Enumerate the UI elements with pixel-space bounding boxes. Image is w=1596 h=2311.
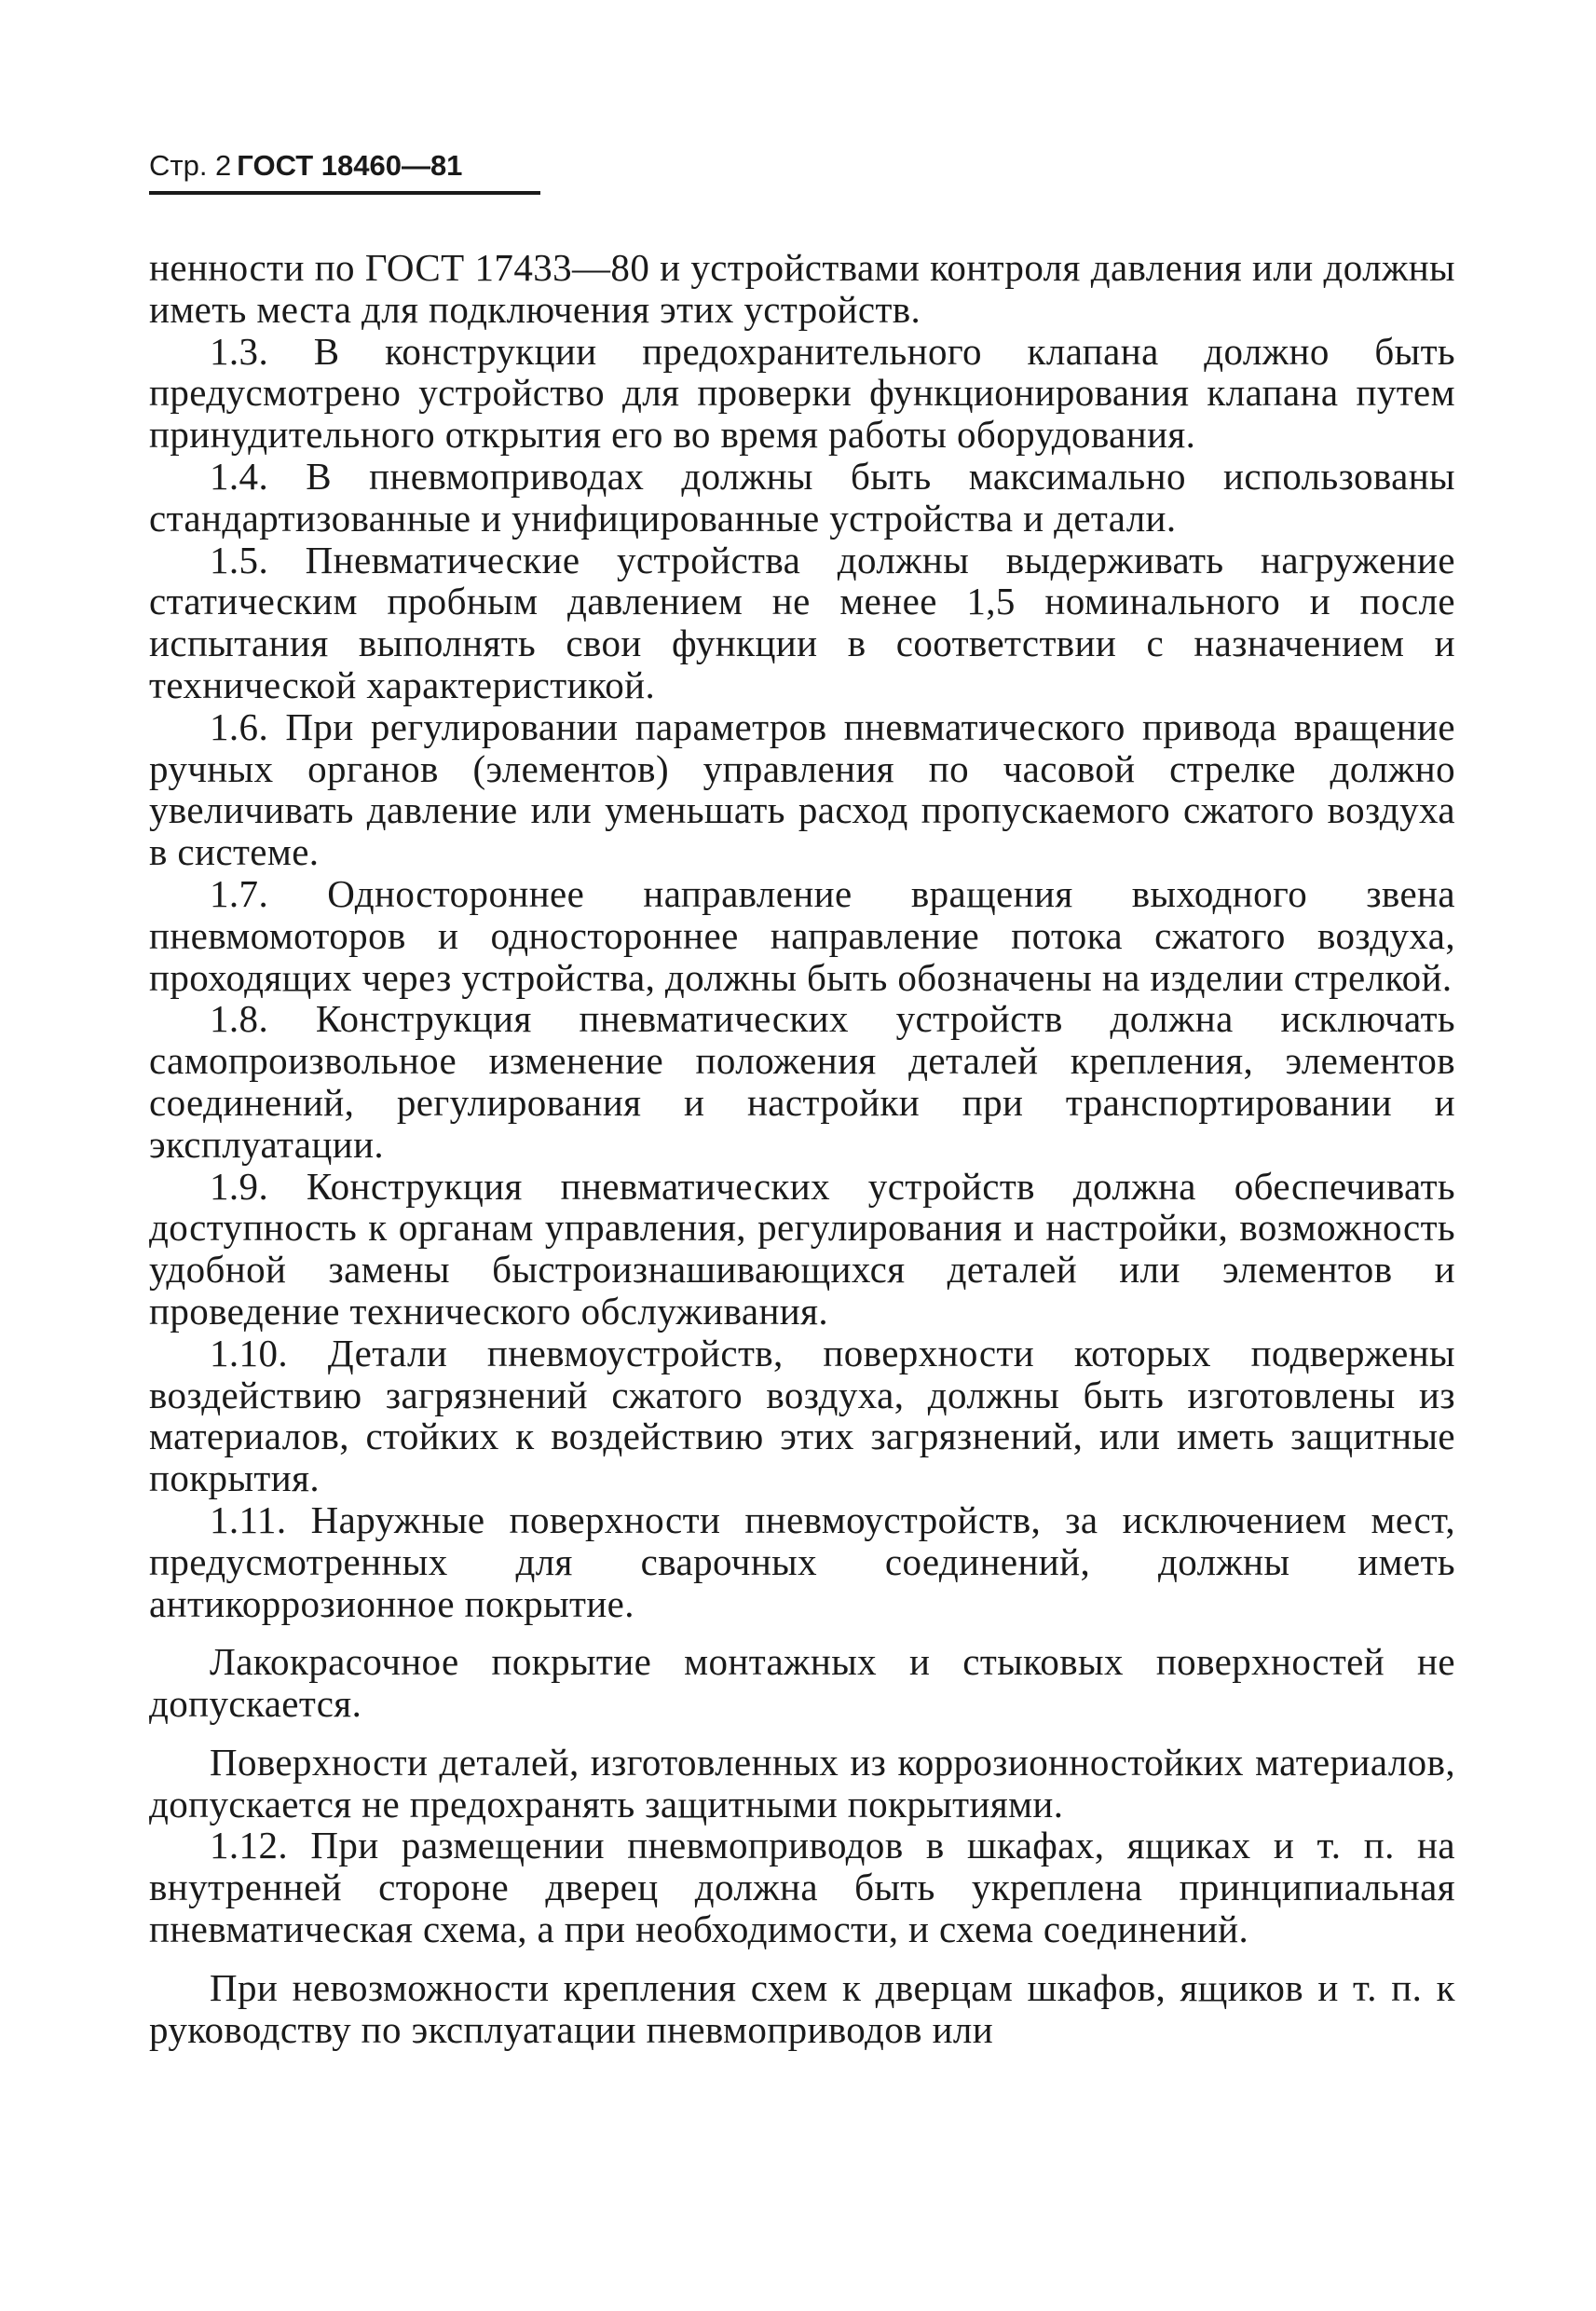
paragraph: 1.11. Наружные поверхности пневмоустройств, за исключением мест, предусмотренных для сварочных соединений, должны иметь антикоррозионное покрытие. — [149, 1497, 1455, 1625]
paragraph: 1.6. При регулировании параметров пневматического привода вращение ручных органов (элементов) управления по часовой стрелке должно увеличивать давление или уменьшать расход пропускаемого сжатого воздуха в системе. — [149, 704, 1455, 874]
paragraph: ненности по ГОСТ 17433—80 и устройствами контроля давления или должны иметь места для подключения этих устройств. — [149, 246, 1455, 331]
paragraph: При невозможности крепления схем к дверцам шкафов, ящиков и т. п. к руководству по эксплуатации пневмоприводов или — [149, 1965, 1455, 2051]
paragraph: 1.8. Конструкция пневматических устройств должна исключать самопроизвольное изменение положения деталей крепления, элементов соединений, регулирования и настройки при транспортировании и эксплуатации. — [149, 997, 1455, 1166]
paragraph: 1.4. В пневмоприводах должны быть максимально использованы стандартизованные и унифицированные устройства и детали. — [149, 454, 1455, 540]
paragraph: 1.5. Пневматические устройства должны выдерживать нагружение статическим пробным давлением не менее 1,5 номинального и после испытания выполнять свои функции в соответствии с назначением и технической характеристикой. — [149, 538, 1455, 706]
page-number: Стр. 2 — [149, 149, 232, 182]
paragraph: 1.12. При размещении пневмоприводов в шкафах, ящиках и т. п. на внутренней стороне дверец должна быть укреплена принципиальная пневматическая схема, а при необходимости, и схема соединений. — [149, 1824, 1455, 1951]
paragraph: 1.9. Конструкция пневматических устройств должна обеспечивать доступность к органам управления, регулирования и настройки, возможность удобной замены быстроизнашивающихся деталей или элементов и проведение технического обслуживания. — [149, 1164, 1455, 1333]
paragraph: Поверхности деталей, изготовленных из коррозионностойких материалов, допускается не предохранять защитными покрытиями. — [149, 1740, 1455, 1826]
paragraph: 1.7. Одностороннее направление вращения выходного звена пневмомоторов и одностороннее направление потока сжатого воздуха, проходящих через устройства, должны быть обозначены на изделии стрелкой. — [149, 871, 1455, 999]
page-header — [149, 147, 462, 185]
standard-designation: ГОСТ 18460—81 — [237, 149, 463, 182]
body-text — [149, 247, 1455, 2050]
paragraph: Лакокрасочное покрытие монтажных и стыковых поверхностей не допускается. — [149, 1640, 1455, 1726]
paragraph: 1.10. Детали пневмоустройств, поверхности которых подвержены воздействию загрязнений сжатого воздуха, должны быть изготовлены из материалов, стойких к воздействию этих загрязнений, или иметь защитные покрытия. — [149, 1331, 1455, 1500]
paragraph: 1.3. В конструкции предохранительного клапана должно быть предусмотрено устройство для проверки функционирования клапана путем принудительного открытия его во время работы оборудования. — [149, 329, 1455, 457]
header-rule — [149, 191, 540, 195]
